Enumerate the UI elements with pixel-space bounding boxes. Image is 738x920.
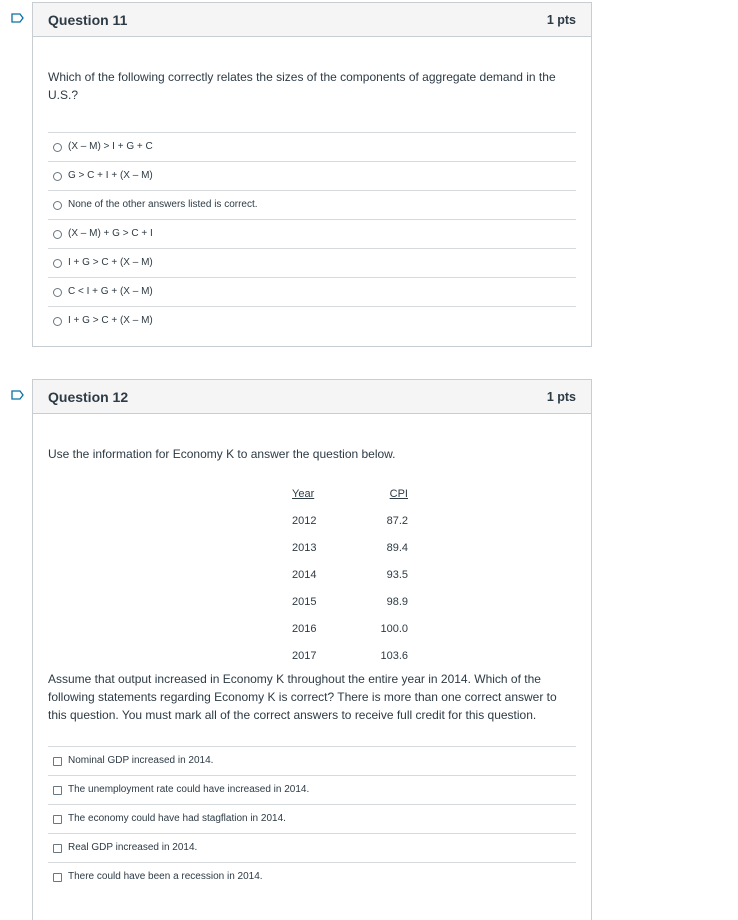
question-11-card xyxy=(32,2,592,347)
checkbox[interactable] xyxy=(53,815,62,824)
table-cell: 98.9 xyxy=(386,595,408,608)
answer-option[interactable]: Real GDP increased in 2014. xyxy=(48,833,576,862)
radio-button[interactable] xyxy=(53,317,62,326)
table-cell: 2013 xyxy=(292,541,317,554)
table-row xyxy=(292,588,408,615)
table-cell: 87.2 xyxy=(386,514,408,527)
answer-option[interactable]: Nominal GDP increased in 2014. xyxy=(48,746,576,775)
answer-list xyxy=(48,746,576,891)
bookmark-icon[interactable] xyxy=(11,13,24,23)
answer-option[interactable]: C < I + G + (X – M) xyxy=(48,277,576,306)
answer-list xyxy=(48,132,576,335)
question-points: 1 pts xyxy=(546,12,576,27)
answer-option[interactable]: There could have been a recession in 2014. xyxy=(48,862,576,891)
checkbox[interactable] xyxy=(53,786,62,795)
question-12-header xyxy=(33,380,591,414)
question-prompt: Which of the following correctly relates the sizes of the components of aggregate demand in the U.S.? xyxy=(48,70,556,102)
cpi-table xyxy=(292,480,408,669)
answer-option[interactable]: G > C + I + (X – M) xyxy=(48,161,576,190)
table-cell: 2015 xyxy=(292,595,317,608)
table-row xyxy=(292,642,408,669)
table-cell: 2017 xyxy=(292,649,317,662)
table-cell: 89.4 xyxy=(386,541,408,554)
radio-button[interactable] xyxy=(53,230,62,239)
question-points: 1 pts xyxy=(546,389,576,404)
table-header-row xyxy=(292,480,408,507)
table-cell: 2012 xyxy=(292,514,317,527)
table-row xyxy=(292,534,408,561)
checkbox[interactable] xyxy=(53,873,62,882)
radio-button[interactable] xyxy=(53,288,62,297)
checkbox[interactable] xyxy=(53,757,62,766)
question-title: Question 12 xyxy=(48,388,129,405)
answer-option[interactable]: (X – M) + G > C + I xyxy=(48,219,576,248)
table-cell: 100.0 xyxy=(380,622,408,635)
question-11-header xyxy=(33,3,591,37)
answer-option[interactable]: None of the other answers listed is correct. xyxy=(48,190,576,219)
radio-button[interactable] xyxy=(53,172,62,181)
table-row xyxy=(292,615,408,642)
table-cell: 103.6 xyxy=(380,649,408,662)
radio-button[interactable] xyxy=(53,201,62,210)
column-header: CPI xyxy=(389,487,408,500)
question-intro: Use the information for Economy K to answer the question below. xyxy=(48,447,396,461)
answer-option[interactable]: (X – M) > I + G + C xyxy=(48,132,576,161)
question-title: Question 11 xyxy=(48,11,128,28)
bookmark-icon[interactable] xyxy=(11,390,24,400)
answer-option[interactable]: The unemployment rate could have increased in 2014. xyxy=(48,775,576,804)
radio-button[interactable] xyxy=(53,259,62,268)
table-cell: 93.5 xyxy=(386,568,408,581)
answer-option[interactable]: The economy could have had stagflation in 2014. xyxy=(48,804,576,833)
answer-option[interactable]: I + G > C + (X – M) xyxy=(48,306,576,335)
checkbox[interactable] xyxy=(53,844,62,853)
table-cell: 2014 xyxy=(292,568,317,581)
question-12-card xyxy=(32,379,592,920)
table-cell: 2016 xyxy=(292,622,317,635)
table-row xyxy=(292,507,408,534)
radio-button[interactable] xyxy=(53,143,62,152)
question-text: Assume that output increased in Economy K throughout the entire year in 2014. Which of the following statements regarding Economy K is correct? There is more than one correct answer to this question. You must mark all of the correct answers to receive full credit for this question. xyxy=(48,672,557,722)
answer-option[interactable]: I + G > C + (X – M) xyxy=(48,248,576,277)
column-header: Year xyxy=(292,487,315,500)
table-row xyxy=(292,561,408,588)
